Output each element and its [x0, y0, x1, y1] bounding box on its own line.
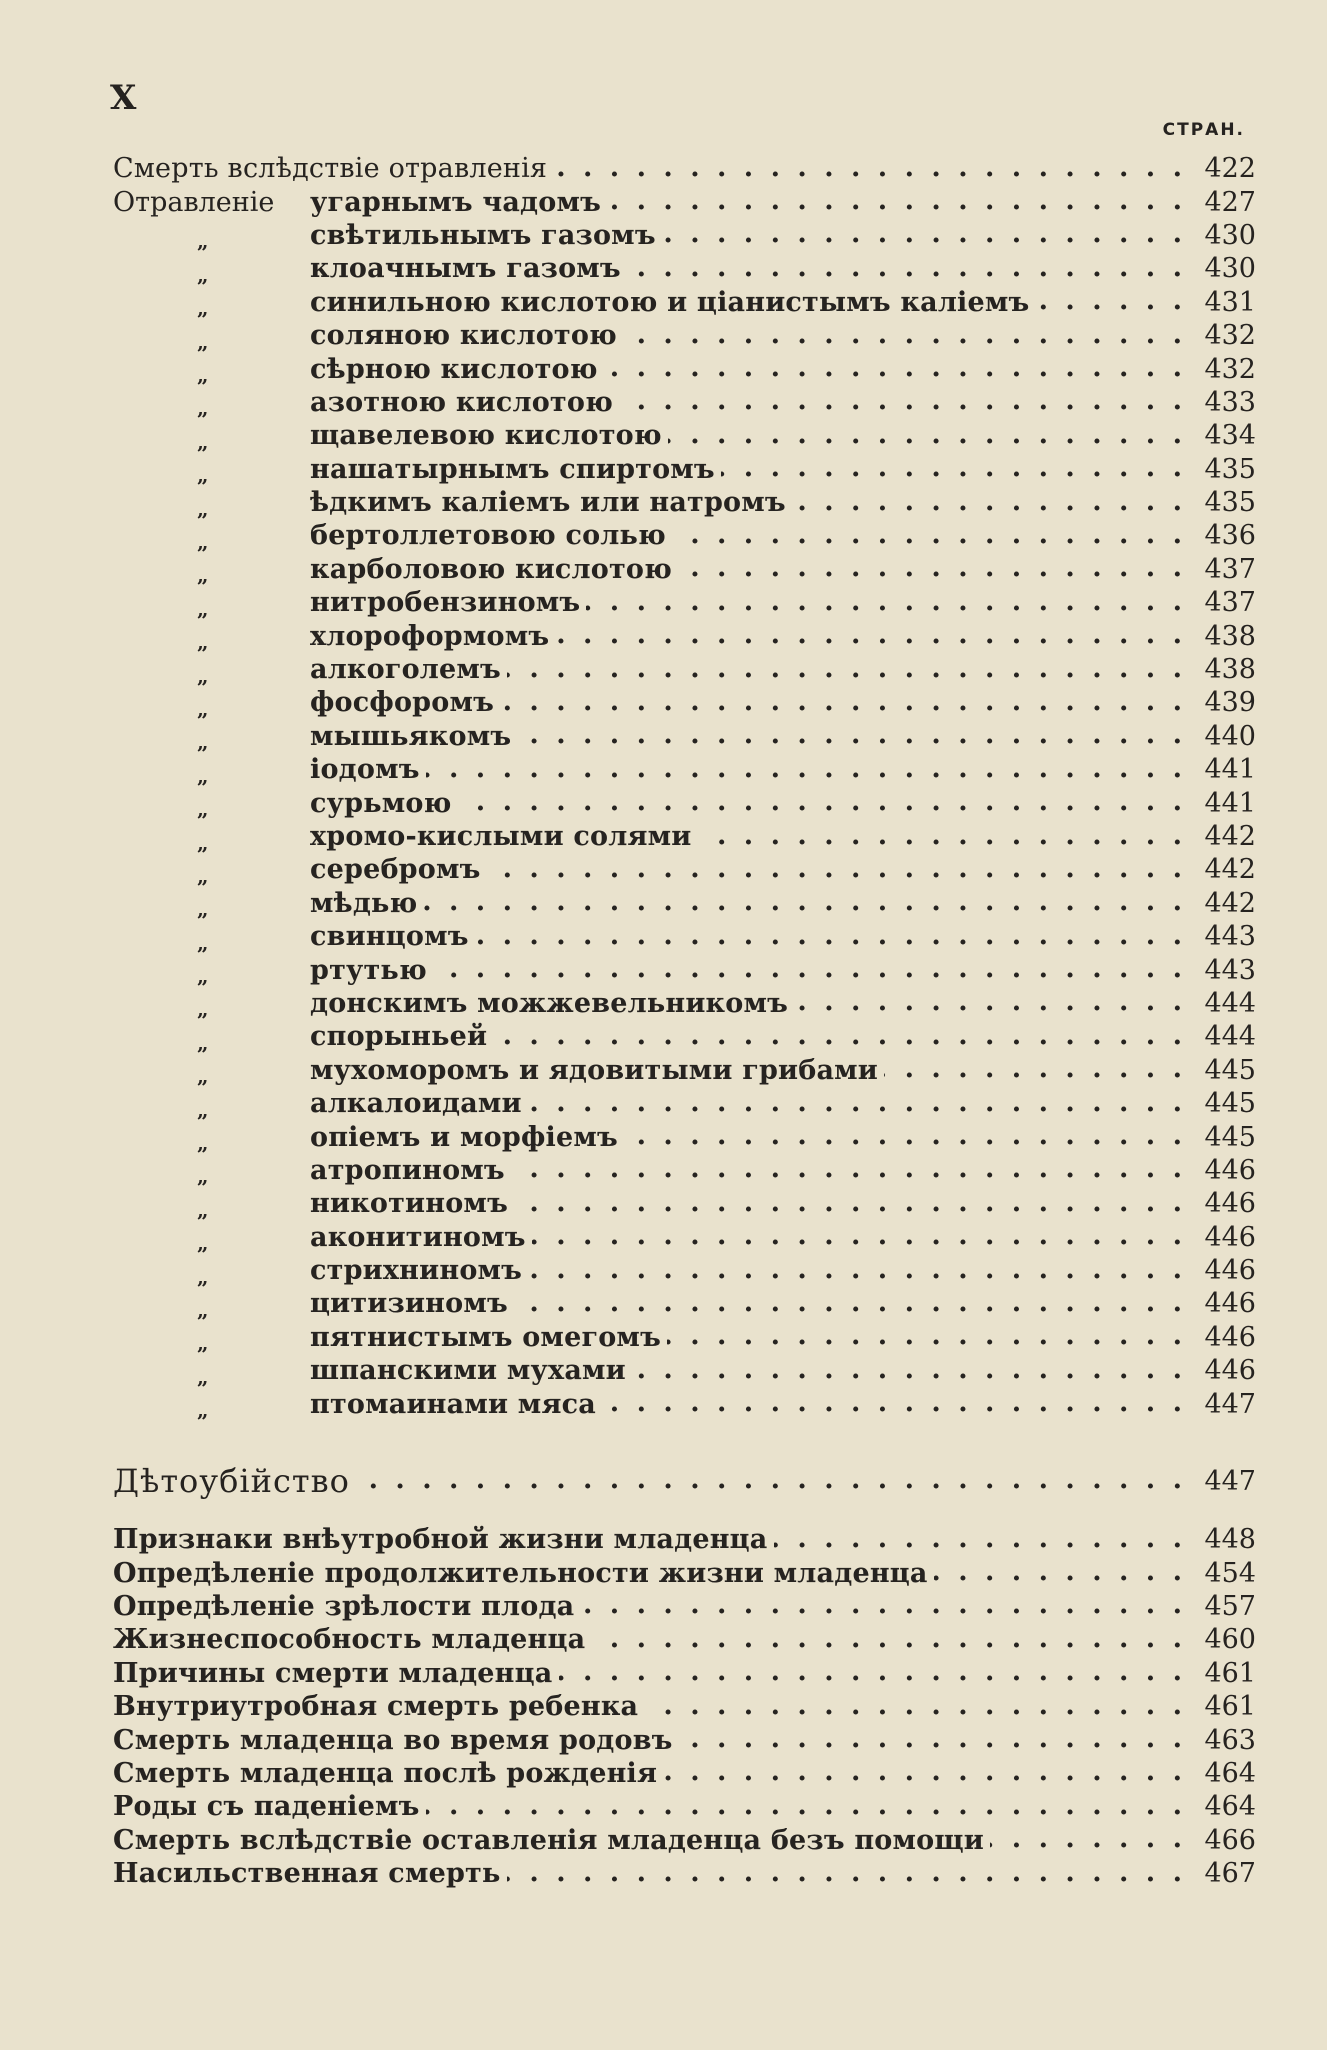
- toc-entry-page: 444: [1204, 987, 1256, 1019]
- toc-entry-label: хлороформомъ: [310, 620, 550, 652]
- toc-row: [113, 1523, 1256, 1556]
- toc-entry-label: сѣрною кислотою: [310, 353, 598, 385]
- toc-entry-label: Насильственная смерть: [113, 1858, 501, 1890]
- dot-leader: [553, 154, 1186, 184]
- ditto-mark: „: [197, 563, 209, 588]
- dot-leader: [627, 254, 1186, 284]
- toc-row: [113, 1790, 1256, 1823]
- toc-entry-label: свѣтильнымъ газомъ: [310, 219, 656, 251]
- toc-row: [113, 786, 1256, 822]
- toc-row: [113, 519, 1256, 552]
- dot-leader: [586, 588, 1186, 618]
- dot-leader: [667, 1322, 1186, 1352]
- toc-entry-label: клоачнымъ газомъ: [310, 253, 621, 285]
- dot-leader: [602, 1389, 1186, 1419]
- ditto-mark: „: [197, 1097, 209, 1122]
- toc-entry-page: 446: [1204, 1221, 1256, 1253]
- toc-row: [113, 653, 1256, 686]
- ditto-mark: „: [197, 1398, 209, 1423]
- toc-row: [113, 586, 1256, 619]
- toc-entry-page: 441: [1204, 787, 1256, 819]
- toc-entry-page: 444: [1204, 1021, 1256, 1053]
- toc-entry-label: Жизнеспособность младенца: [113, 1624, 586, 1656]
- toc-row: [113, 1757, 1256, 1790]
- toc-row: [113, 1387, 1256, 1423]
- toc-entry-label: Внутриутробная смерть ребенка: [113, 1691, 639, 1723]
- toc-row: [113, 1020, 1256, 1053]
- ditto-mark: „: [197, 596, 209, 621]
- ditto-mark: „: [197, 830, 209, 855]
- toc-entry-label: Причины смерти младенца: [113, 1657, 553, 1689]
- page-number: X: [110, 78, 138, 118]
- toc-entry-label: Смерть младенца послѣ рожденія: [113, 1757, 658, 1789]
- toc-row: [113, 1824, 1256, 1857]
- toc-entry-label: сурьмою: [310, 787, 452, 819]
- dot-leader: [555, 621, 1186, 651]
- toc-entry-page: 464: [1204, 1791, 1256, 1823]
- dot-leader: [668, 421, 1186, 451]
- toc-entry-label: Признаки внѣутробной жизни младенца: [113, 1524, 768, 1556]
- toc-entry-page: 445: [1204, 1054, 1256, 1086]
- toc-entry-label: алкалоидами: [310, 1088, 522, 1120]
- ditto-mark: „: [197, 262, 209, 287]
- dot-leader: [559, 1658, 1187, 1688]
- toc-entry-page: 435: [1204, 453, 1256, 485]
- toc-entry-label: мышьякомъ: [310, 720, 512, 752]
- toc-row: [113, 853, 1256, 886]
- toc-entry-page: 446: [1204, 1355, 1256, 1387]
- toc-row: [113, 1857, 1256, 1890]
- toc-entry-label: стрихниномъ: [310, 1255, 523, 1287]
- toc-entry-page: 430: [1204, 253, 1256, 285]
- dot-leader: [934, 1558, 1186, 1588]
- dot-leader: [604, 354, 1186, 384]
- toc-entry-label: Смерть младенца во время родовъ: [113, 1724, 673, 1756]
- toc-entry-page: 441: [1204, 754, 1256, 786]
- dot-leader: [792, 488, 1186, 518]
- ditto-mark: „: [197, 663, 209, 688]
- ditto-mark: „: [197, 1164, 209, 1189]
- toc-entry-page: 433: [1204, 386, 1256, 418]
- toc-entry-label: атропиномъ: [310, 1154, 505, 1186]
- toc-entry-label: нитробензиномъ: [310, 587, 581, 619]
- dot-leader: [774, 1525, 1187, 1555]
- toc-entry-page: 437: [1204, 553, 1256, 585]
- toc-section-label: Дѣтоубійство: [113, 1462, 350, 1500]
- toc-entry-label: фосфоромъ: [310, 687, 495, 719]
- toc-entry-page: 436: [1204, 520, 1256, 552]
- ditto-mark: „: [197, 696, 209, 721]
- ditto-mark: „: [197, 1030, 209, 1055]
- toc-entry-page: 446: [1204, 1255, 1256, 1287]
- toc-entry-lead: Отравленіе: [113, 186, 275, 218]
- toc-entry-label: карболовою кислотою: [310, 553, 673, 585]
- dot-leader: [457, 788, 1186, 818]
- toc-entry-page: 457: [1204, 1590, 1256, 1622]
- toc-entry-label: птомаинами мяса: [310, 1388, 596, 1420]
- toc-entry-page: 460: [1204, 1624, 1256, 1656]
- ditto-mark: „: [197, 1131, 209, 1156]
- dot-leader: [884, 1055, 1186, 1085]
- toc-entry-page: 440: [1204, 720, 1256, 752]
- toc-row: [113, 887, 1256, 920]
- dot-leader: [1035, 287, 1186, 317]
- ditto-mark: „: [197, 1264, 209, 1289]
- toc-row: [113, 1120, 1256, 1156]
- ditto-mark: „: [197, 763, 209, 788]
- dot-leader: [528, 1256, 1186, 1286]
- toc-row: [113, 1690, 1256, 1723]
- dot-leader: [487, 855, 1186, 885]
- ditto-mark: „: [197, 1197, 209, 1222]
- toc-row: [113, 386, 1256, 419]
- ditto-mark: „: [197, 1331, 209, 1356]
- toc-row: [113, 1287, 1256, 1320]
- table-of-contents-poisoning: [113, 152, 1256, 1421]
- toc-row: [113, 987, 1256, 1020]
- dot-leader: [662, 220, 1186, 250]
- toc-entry-page: 427: [1204, 186, 1256, 218]
- toc-row: [113, 286, 1256, 319]
- toc-row: [113, 319, 1256, 352]
- toc-entry-page: 463: [1204, 1724, 1256, 1756]
- dot-leader: [619, 387, 1186, 417]
- toc-entry-label: ртутью: [310, 954, 427, 986]
- toc-row: [113, 152, 1256, 185]
- toc-entry-label: опіемъ и морфіемъ: [310, 1121, 618, 1153]
- dot-leader: [426, 755, 1186, 785]
- dot-leader: [663, 1758, 1186, 1788]
- toc-entry-label: Опредѣленіе зрѣлости плода: [113, 1590, 575, 1622]
- toc-row: [113, 1590, 1256, 1623]
- dot-leader: [507, 655, 1186, 685]
- toc-row: [113, 252, 1256, 285]
- dot-leader: [532, 1222, 1186, 1252]
- toc-row: [113, 419, 1256, 452]
- toc-entry-page: 447: [1204, 1388, 1256, 1420]
- toc-row: [113, 1221, 1256, 1254]
- toc-row: [113, 185, 1256, 218]
- toc-row: [113, 753, 1256, 786]
- toc-entry-label: цитизиномъ: [310, 1288, 508, 1320]
- ditto-mark: „: [197, 229, 209, 254]
- dot-leader: [607, 187, 1186, 217]
- toc-entry-label: угарнымъ чадомъ: [310, 186, 602, 218]
- ditto-mark: „: [197, 1364, 209, 1389]
- dot-leader: [514, 1189, 1186, 1219]
- toc-entry-label: Опредѣленіе продолжительности жизни младенца: [113, 1557, 928, 1589]
- toc-entry-page: 435: [1204, 487, 1256, 519]
- page-column-header: СТРАН.: [1162, 120, 1245, 140]
- toc-row: [113, 820, 1256, 853]
- dot-leader: [507, 1859, 1186, 1889]
- dot-leader: [698, 822, 1186, 852]
- toc-entry-label: Смерть вслѣдствіе оставленія младенца безъ помощи: [113, 1824, 985, 1856]
- toc-entry-page: 442: [1204, 821, 1256, 852]
- ditto-mark: „: [197, 1231, 209, 1256]
- ditto-mark: „: [197, 930, 209, 955]
- ditto-mark: „: [197, 296, 209, 321]
- toc-entry-label: никотиномъ: [310, 1188, 508, 1220]
- toc-entry-page: 431: [1204, 286, 1256, 318]
- toc-row: [113, 720, 1256, 753]
- toc-row: [113, 1657, 1256, 1690]
- toc-entry-label: шпанскими мухами: [310, 1355, 626, 1387]
- toc-entry-page: 438: [1204, 654, 1256, 686]
- toc-row: [113, 1154, 1256, 1187]
- dot-leader: [591, 1625, 1186, 1655]
- toc-entry-page: 430: [1204, 219, 1256, 251]
- toc-row: [113, 1087, 1256, 1120]
- toc-entry-page: 445: [1204, 1088, 1256, 1120]
- toc-entry-label: іодомъ: [310, 754, 420, 786]
- toc-row: [113, 1187, 1256, 1220]
- toc-entry-page: 438: [1204, 620, 1256, 652]
- toc-entry-page: 446: [1204, 1188, 1256, 1220]
- ditto-mark: „: [197, 730, 209, 755]
- toc-entry-page: 461: [1204, 1691, 1256, 1723]
- dot-leader: [493, 1022, 1186, 1052]
- toc-entry-page: 432: [1204, 320, 1256, 352]
- ditto-mark: „: [197, 997, 209, 1022]
- dot-leader: [514, 1289, 1186, 1319]
- dot-leader: [580, 1591, 1186, 1621]
- toc-section-page: 447: [1204, 1465, 1256, 1497]
- toc-entry-page: 432: [1204, 353, 1256, 385]
- ditto-mark: „: [197, 964, 209, 989]
- toc-row: [113, 553, 1256, 586]
- dot-leader: [475, 922, 1186, 952]
- toc-entry-page: 466: [1204, 1824, 1256, 1856]
- toc-row: [113, 1623, 1256, 1656]
- toc-entry-page: 464: [1204, 1757, 1256, 1789]
- toc-entry-page: 446: [1204, 1288, 1256, 1320]
- toc-entry-label: донскимъ можжевельникомъ: [310, 987, 789, 1019]
- dot-leader: [500, 688, 1186, 718]
- toc-entry-label: азотною кислотою: [310, 386, 613, 418]
- toc-entry-label: спорыньей: [310, 1021, 488, 1053]
- ditto-mark: „: [197, 363, 209, 388]
- toc-entry-label: Роды съ паденіемъ: [113, 1791, 420, 1823]
- toc-row: [113, 219, 1256, 252]
- toc-entry-page: 448: [1204, 1524, 1256, 1556]
- toc-row: [113, 1354, 1256, 1387]
- ditto-mark: „: [197, 463, 209, 488]
- toc-entry-label: соляною кислотою: [310, 320, 617, 352]
- toc-row: [113, 1723, 1256, 1756]
- table-of-contents-section: [113, 1461, 1256, 1501]
- toc-entry-label: нашатырнымъ спиртомъ: [310, 453, 715, 485]
- toc-entry-page: 443: [1204, 954, 1256, 986]
- toc-row: [113, 352, 1256, 388]
- toc-row: [113, 619, 1256, 655]
- toc-row: [113, 1254, 1256, 1287]
- toc-entry-page: 422: [1204, 153, 1256, 185]
- toc-row: [113, 686, 1256, 719]
- toc-entry-label: бертоллетовою солью: [310, 520, 666, 552]
- toc-row: [113, 1556, 1256, 1589]
- toc-row: [113, 1054, 1256, 1087]
- toc-row: [113, 953, 1256, 989]
- toc-entry-page: 443: [1204, 921, 1256, 953]
- toc-row: [113, 1321, 1256, 1354]
- toc-entry-page: 467: [1204, 1858, 1256, 1890]
- dot-leader: [426, 1792, 1186, 1822]
- toc-row: [113, 486, 1256, 519]
- dot-leader: [511, 1155, 1186, 1185]
- toc-entry-label: мухоморомъ и ядовитыми грибами: [310, 1054, 879, 1086]
- toc-entry-label: синильною кислотою и ціанистымъ каліемъ: [310, 286, 1030, 318]
- toc-entry-page: 461: [1204, 1657, 1256, 1689]
- ditto-mark: „: [197, 429, 209, 454]
- ditto-mark: „: [197, 496, 209, 521]
- dot-leader: [623, 321, 1186, 351]
- dot-leader: [423, 888, 1186, 918]
- dot-leader: [679, 1725, 1186, 1755]
- dot-leader: [672, 521, 1186, 551]
- toc-entry-label: щавелевою кислотою: [310, 420, 662, 452]
- toc-section-row: [113, 1461, 1256, 1501]
- toc-entry-label: аконитиномъ: [310, 1221, 526, 1253]
- toc-entry-page: 442: [1204, 854, 1256, 886]
- toc-entry-page: 454: [1204, 1557, 1256, 1589]
- ditto-mark: „: [197, 529, 209, 554]
- ditto-mark: „: [197, 1297, 209, 1322]
- toc-entry-page: 434: [1204, 420, 1256, 452]
- dot-leader: [794, 988, 1186, 1018]
- ditto-mark: „: [197, 797, 209, 822]
- ditto-mark: „: [197, 396, 209, 421]
- dot-leader: [644, 1692, 1186, 1722]
- dot-leader: [721, 454, 1186, 484]
- toc-entry-page: 446: [1204, 1154, 1256, 1186]
- toc-entry-label: ѣдкимъ каліемъ или натромъ: [310, 487, 786, 519]
- toc-entry-label: пятнистымъ омегомъ: [310, 1321, 661, 1353]
- table-of-contents-infanticide: [113, 1523, 1256, 1890]
- ditto-mark: „: [197, 329, 209, 354]
- toc-entry-label: мѣдью: [310, 887, 418, 919]
- dot-leader: [433, 955, 1186, 985]
- toc-entry-page: 439: [1204, 687, 1256, 719]
- dot-leader: [678, 554, 1186, 584]
- dot-leader: [356, 1466, 1186, 1496]
- toc-entry-label: Смерть вслѣдствіе отравленія: [113, 153, 548, 185]
- dot-leader: [517, 721, 1186, 751]
- toc-row: [113, 453, 1256, 486]
- toc-entry-label: свинцомъ: [310, 921, 469, 953]
- toc-entry-page: 446: [1204, 1321, 1256, 1353]
- toc-row: [113, 920, 1256, 953]
- toc-entry-page: 445: [1204, 1121, 1256, 1153]
- ditto-mark: „: [197, 1064, 209, 1089]
- dot-leader: [528, 1089, 1186, 1119]
- dot-leader: [624, 1122, 1186, 1152]
- toc-entry-page: 442: [1204, 887, 1256, 919]
- dot-leader: [990, 1825, 1186, 1855]
- toc-entry-label: алкоголемъ: [310, 654, 501, 686]
- toc-entry-label: серебромъ: [310, 854, 481, 886]
- toc-entry-label: хромо-кислыми солями: [310, 821, 692, 852]
- dot-leader: [632, 1356, 1186, 1386]
- ditto-mark: „: [197, 630, 209, 655]
- ditto-mark: „: [197, 897, 209, 922]
- ditto-mark: „: [197, 863, 209, 888]
- toc-entry-page: 437: [1204, 587, 1256, 619]
